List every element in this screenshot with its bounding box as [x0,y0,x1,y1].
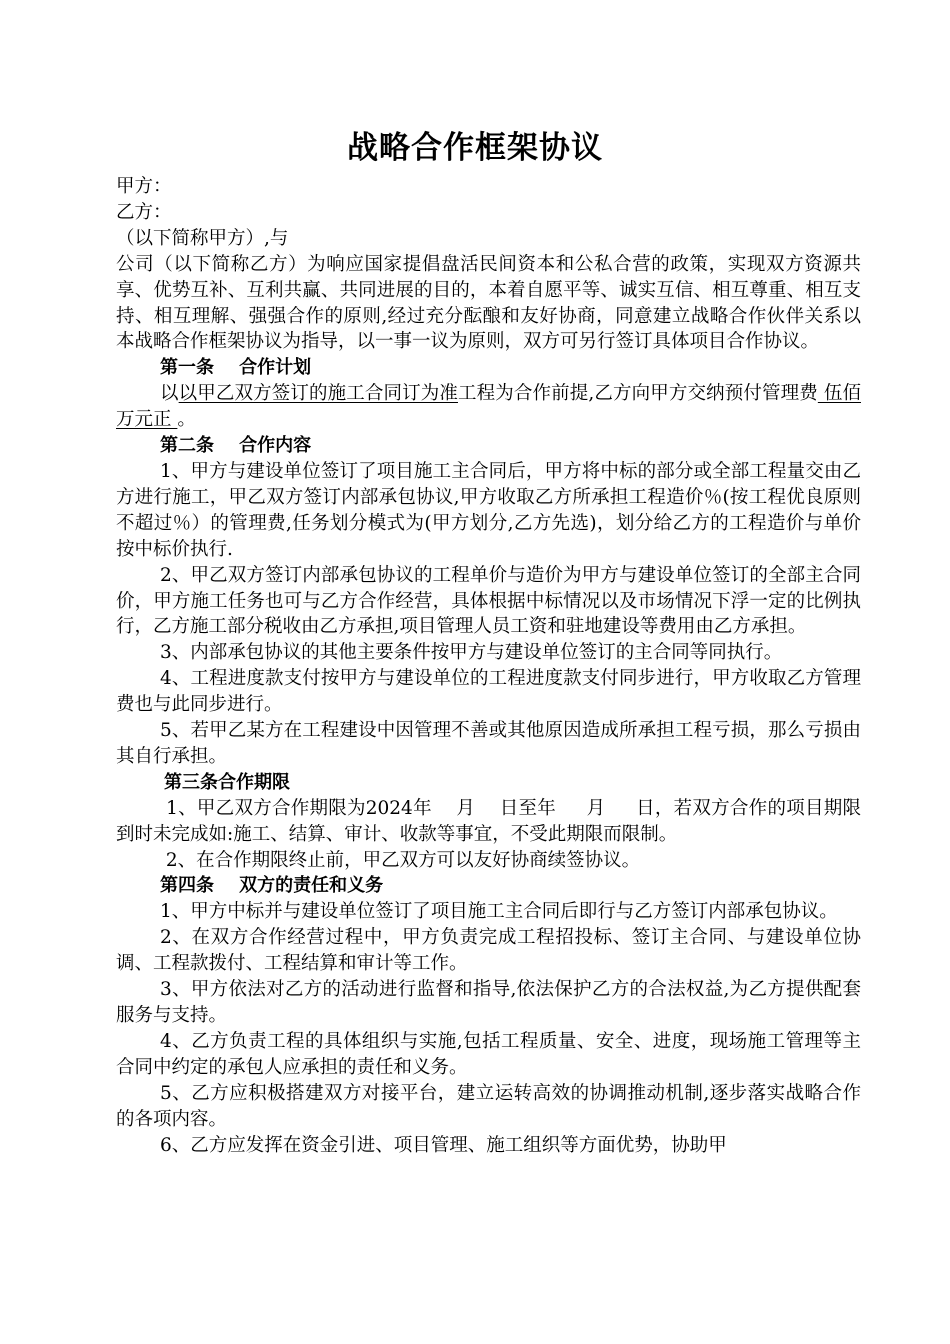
intro-paragraph: 公司（以下简称乙方）为响应国家提倡盘活民间资本和公私合营的政策，实现双方资源共享、优势互补、互利共赢、共同进展的目的，本着自愿平等、诚实互信、相互尊重、相互支持、相互理解、强强合作的原则,经过充分酝酿和友好协商，同意建立战略合作伙伴关系以本战略合作框架协议为指导，以一事一议为原则，双方可另行签订具体项目合作协议。 [116,253,861,353]
article-1-text-end: 。 [177,409,196,431]
article-2-item: 5、若甲乙某方在工程建设中因管理不善或其他原因造成所承担工程亏损，那么亏损由其自行承担。 [116,720,861,767]
article-1-paragraph [116,381,861,433]
article-4-item: 4、乙方负责工程的具体组织与实施,包括工程质量、安全、进度，现场施工管理等主合同中约定的承包人应承担的责任和义务。 [116,1030,861,1078]
article-2-item: 1、甲方与建设单位签订了项目施工主合同后，甲方将中标的部分或全部工程量交由乙方进行施工，甲乙双方签订内部承包协议,甲方收取乙方所承担工程造价％(按工程优良原则不超过％）的管理费,任务划分模式为(甲方划分,乙方先选)，划分给乙方的工程造价与单价按中标价执行. [116,460,861,560]
article-4-item: 5、乙方应积极搭建双方对接平台，建立运转高效的协调推动机制,逐步落实战略合作的各项内容。 [116,1082,861,1130]
article-1-text-mid: 工程为合作前提,乙方向甲方交纳预付管理费 [457,383,818,405]
document-body [116,174,861,1158]
article-1-text-start: 以 [160,383,179,405]
intro-line: （以下简称甲方）,与 [116,227,289,249]
article-4-item: 3、甲方依法对乙方的活动进行监督和指导,依法保护乙方的合法权益,为乙方提供配套服务与支持。 [116,979,861,1026]
article-2-item: 4、工程进度款支付按甲方与建设单位的工程进度款支付同步进行，甲方收取乙方管理费也与此同步进行。 [116,668,861,716]
article-2-item: 3、内部承包协议的其他主要条件按甲方与建设单位签订的主合同等同执行。 [160,642,783,664]
article-3-item: 2、在合作期限终止前，甲乙双方可以友好协商续签协议。 [160,849,641,871]
article-3-heading: 第三条合作期限 [164,771,290,793]
party-a-line: 甲方： [116,176,172,197]
article-2-item: 2、甲乙双方签订内部承包协议的工程单价与造价为甲方与建设单位签订的全部主合同价，甲方施工任务也可与乙方合作经营，具体根据中标情况以及市场情况下浮一定的比例执行，乙方施工部分税收由乙方承担,项目管理人员工资和驻地建设等费用由乙方承担。 [116,564,861,638]
article-1-heading: 第一条 合作计划 [160,357,312,379]
article-3-item: 1、甲乙双方合作期限为2024年 月 日至年 月 日，若双方合作的项目期限到时未完成如:施工、结算、审计、收款等事宜，不受此期限而限制。 [116,797,861,845]
article-1-underlined-contract: 以甲乙双方签订的施工合同订为准 [178,383,458,405]
document-title: 战略合作框架协议 [347,130,603,166]
article-4-heading: 第四条 双方的责任和义务 [160,875,384,897]
article-4-item: 6、乙方应发挥在资金引进、项目管理、施工组织等方面优势，协助甲 [160,1134,727,1156]
article-2-heading: 第二条 合作内容 [160,435,312,457]
party-b-line: 乙方： [116,201,172,223]
article-1-fee-amount: 伍佰万元正 [116,383,861,431]
article-4-item: 2、在双方合作经营过程中，甲方负责完成工程招投标、签订主合同、与建设单位协调、工程款拨付、工程结算和审计等工作。 [116,927,861,975]
article-4-item: 1、甲方中标并与建设单位签订了项目施工主合同后即行与乙方签订内部承包协议。 [160,901,838,923]
